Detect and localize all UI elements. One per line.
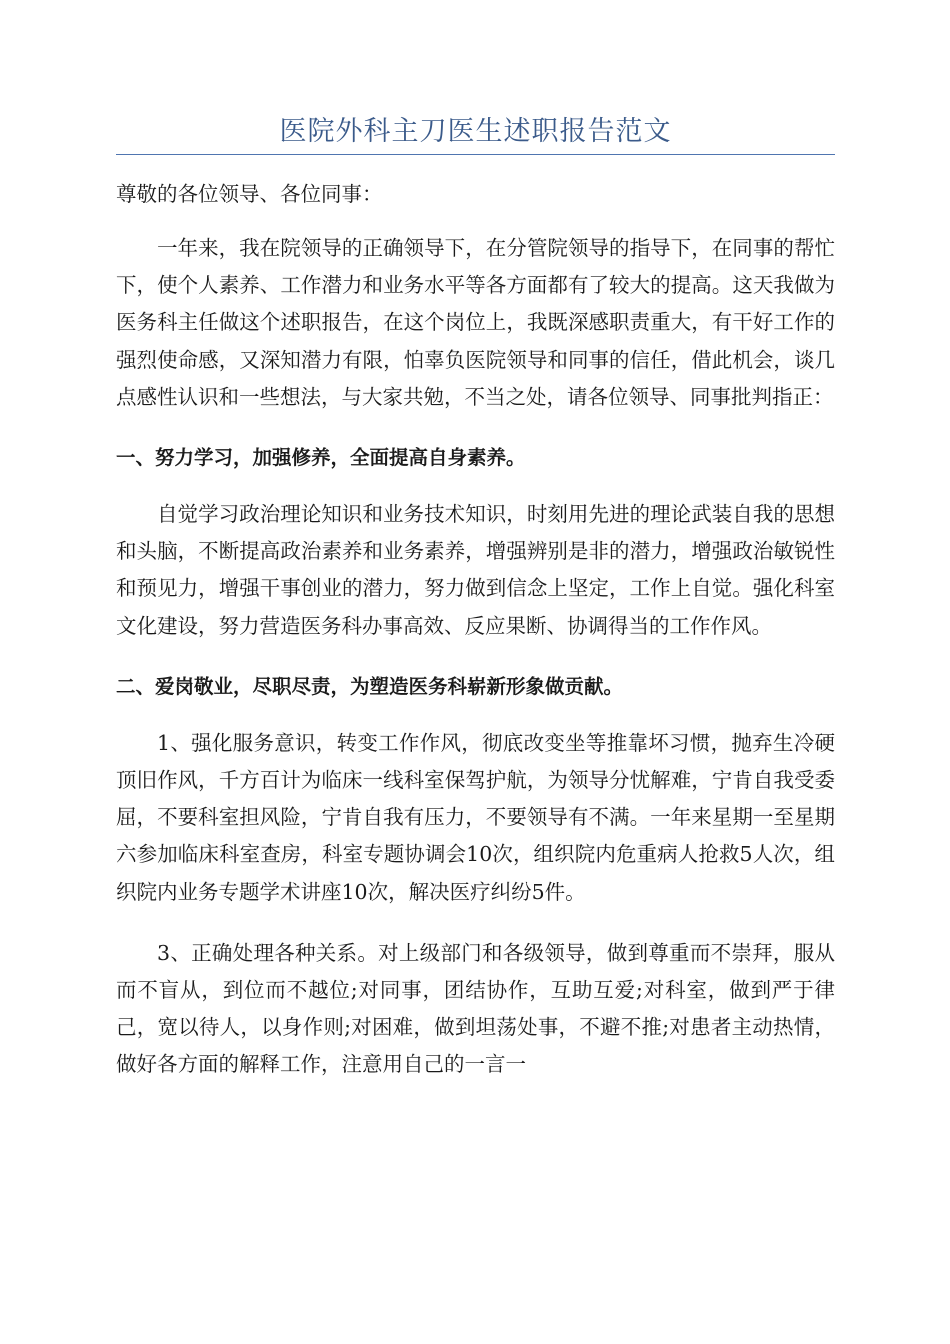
section-heading-1: 一、努力学习，加强修养，全面提高自身素养。 [116,446,526,470]
section-1-paragraph: 自觉学习政治理论知识和业务技术知识，时刻用先进的理论武装自我的思想和头脑，不断提高政治素养和业务素养，增强辨别是非的潜力，增强政治敏锐性和预见力，增强干事创业的潜力，努力做到信念上坚定，工作上自觉。强化科室文化建设，努力营造医务科办事高效、反应果断、协调得当的工作作风。 [116,502,835,638]
title-underline [116,154,835,155]
section-heading-2: 二、爱岗敬业，尽职尽责，为塑造医务科崭新形象做贡献。 [116,674,624,698]
intro-paragraph: 一年来，我在院领导的正确领导下，在分管院领导的指导下，在同事的帮忙下，使个人素养、工作潜力和业务水平等各方面都有了较大的提高。这天我做为医务科主任做这个述职报告，在这个岗位上，我既深感职责重大，有干好工作的强烈使命感，又深知潜力有限，怕辜负医院领导和同事的信任，借此机会，谈几点感性认识和一些想法，与大家共勉，不当之处，请各位领导、同事批判指正： [116,236,835,409]
document-title: 医院外科主刀医生述职报告范文 [279,116,672,147]
greeting-line: 尊敬的各位领导、各位同事： [116,182,383,206]
document-body [116,176,835,1104]
section-2-item-1-paragraph: 1、强化服务意识，转变工作作风，彻底改变坐等推靠坏习惯，抛弃生冷硬顶旧作风，千方百计为临床一线科室保驾护航，为领导分忧解难，宁肯自我受委屈，不要科室担风险，宁肯自我有压力，不要领导有不满。一年来星期一至星期六参加临床科室查房，科室专题协调会10次，组织院内危重病人抢救5人次，组织院内业务专题学术讲座10次，解决医疗纠纷5件。 [116,730,835,904]
section-2-item-3-paragraph: 3、正确处理各种关系。对上级部门和各级领导，做到尊重而不崇拜，服从而不盲从，到位而不越位;对同事，团结协作，互助互爱;对科室，做到严于律己，宽以待人，以身作则;对困难，做到坦荡处事，不避不推;对患者主动热情，做好各方面的解释工作，注意用自己的一言一 [116,940,835,1077]
